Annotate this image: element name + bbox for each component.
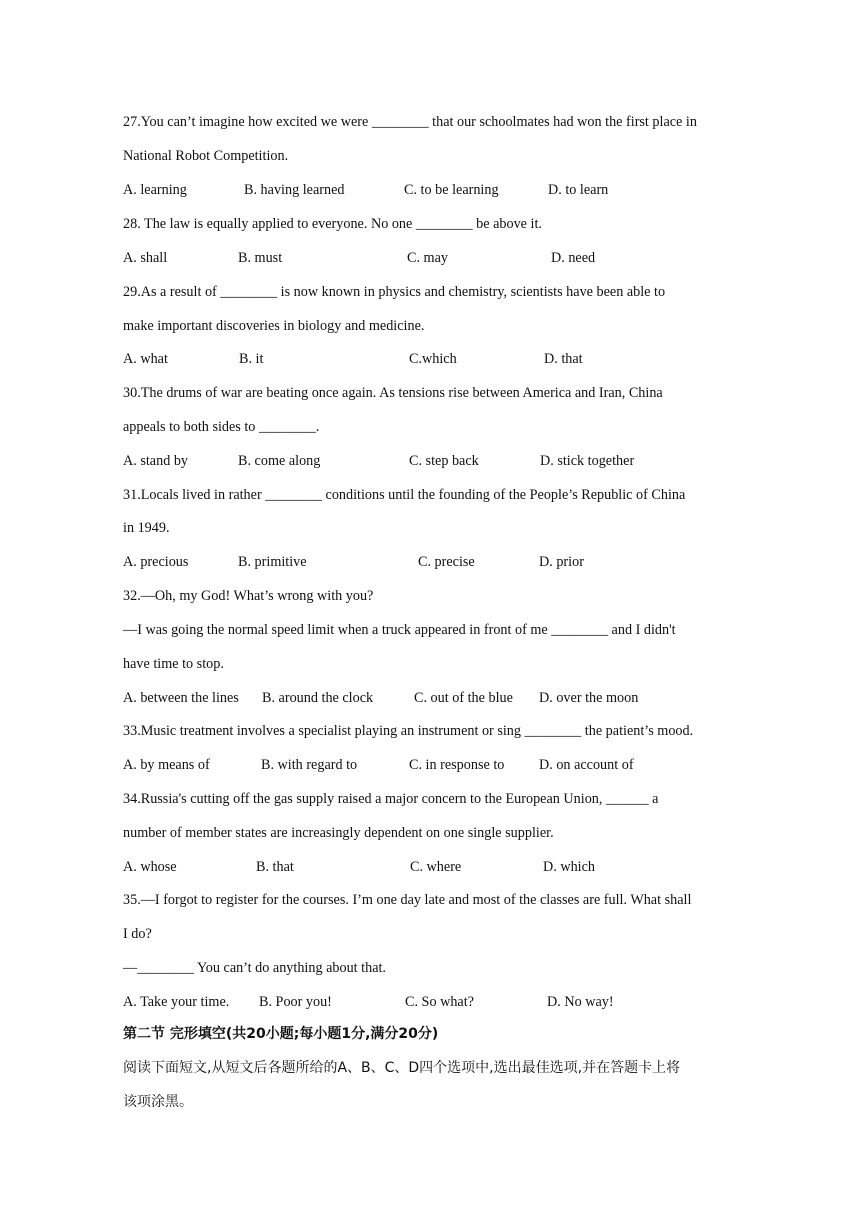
q34-stem-line-2: number of member states are increasingly dependent on one single supplier. [123,825,554,841]
q32-stem-line-3: have time to stop. [123,656,224,672]
q34-option-c: C. where [410,859,462,875]
q35-option-d: D. No way! [547,994,614,1010]
q35-stem-line-1: 35.—I forgot to register for the courses. I’m one day late and most of the classes are full. What shall [123,892,692,908]
q30-stem-line-2: appeals to both sides to ________. [123,419,320,435]
q34-option-b: B. that [256,859,294,875]
q31-stem-line-1: 31.Locals lived in rather ________ conditions until the founding of the People’s Republic of China [123,487,686,503]
q29-stem-line-2: make important discoveries in biology and medicine. [123,318,425,334]
q27-option-d: D. to learn [548,182,609,198]
section-title: 第二节 完形填空(共20小题;每小题1分,满分20分) [123,1026,439,1042]
q29-option-b: B. it [239,351,264,367]
q34-option-a: A. whose [123,859,177,875]
q27-option-b: B. having learned [244,182,345,198]
section-instruction-line-1: 阅读下面短文,从短文后各题所给的A、B、C、D四个选项中,选出最佳选项,并在答题卡上将 [123,1060,681,1076]
q34-option-d: D. which [543,859,596,875]
section-instruction-line-2: 该项涂黑。 [123,1094,193,1110]
q28-stem-line-1: 28. The law is equally applied to everyone. No one ________ be above it. [123,216,542,232]
q28-option-b: B. must [238,250,283,266]
q30-stem-line-1: 30.The drums of war are beating once again. As tensions rise between America and Iran, China [123,385,663,401]
q33-option-a: A. by means of [123,757,210,773]
q30-option-d: D. stick together [540,453,635,469]
q31-option-c: C. precise [418,554,475,570]
q28-option-c: C. may [407,250,448,266]
q29-option-c: C.which [409,351,457,367]
q31-stem-line-2: in 1949. [123,520,170,536]
q35-stem-line-2: I do? [123,926,152,942]
q29-option-d: D. that [544,351,583,367]
q35-stem-line-3: —________ You can’t do anything about that. [123,960,386,976]
q27-stem-line-1: 27.You can’t imagine how excited we were ________ that our schoolmates had won the first place in [123,114,697,130]
q29-option-a: A. what [123,351,168,367]
q27-stem-line-2: National Robot Competition. [123,148,289,164]
q32-option-b: B. around the clock [262,690,374,706]
q30-option-b: B. come along [238,453,321,469]
q35-option-a: A. Take your time. [123,994,230,1010]
q33-stem-line-1: 33.Music treatment involves a specialist playing an instrument or sing ________ the patient’s mood. [123,723,694,739]
q31-option-b: B. primitive [238,554,307,570]
q30-option-c: C. step back [409,453,479,469]
q27-option-a: A. learning [123,182,187,198]
q32-option-a: A. between the lines [123,690,239,706]
q28-option-d: D. need [551,250,596,266]
q34-stem-line-1: 34.Russia's cutting off the gas supply raised a major concern to the European Union, ______ a [123,791,659,807]
q31-option-a: A. precious [123,554,189,570]
q27-option-c: C. to be learning [404,182,499,198]
q33-option-b: B. with regard to [261,757,358,773]
q30-option-a: A. stand by [123,453,189,469]
q32-stem-line-1: 32.—Oh, my God! What’s wrong with you? [123,588,374,604]
q32-option-d: D. over the moon [539,690,639,706]
q29-stem-line-1: 29.As a result of ________ is now known in physics and chemistry, scientists have been able to [123,284,666,300]
q35-option-c: C. So what? [405,994,474,1010]
q32-option-c: C. out of the blue [414,690,513,706]
q28-option-a: A. shall [123,250,168,266]
q33-option-d: D. on account of [539,757,634,773]
q33-option-c: C. in response to [409,757,505,773]
q32-stem-line-2: —I was going the normal speed limit when a truck appeared in front of me ________ and I didn't [123,622,676,638]
q35-option-b: B. Poor you! [259,994,332,1010]
q31-option-d: D. prior [539,554,584,570]
